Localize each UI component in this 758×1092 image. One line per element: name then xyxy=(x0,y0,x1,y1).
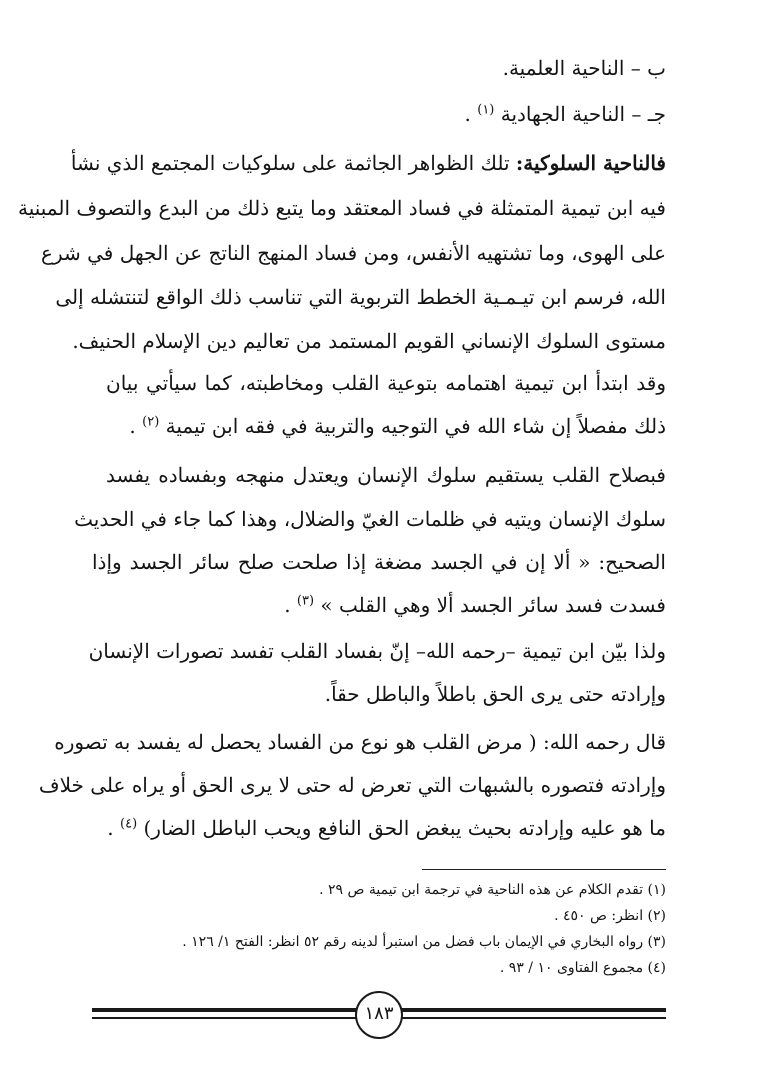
para2-line1: وقد ابتدأ ابن تيمية اهتمامه بتوعية القلب ومخاطبته، كما سيأتي بيان xyxy=(106,371,666,395)
document-page xyxy=(17,0,666,1092)
item-jihad: جـ – الناحية الجهادية $^{(١)}$ . xyxy=(464,102,666,126)
footnote-3: (٣) رواه البخاري في الإيمان باب فضل من استبرأ لدينه رقم ٥٢ انظر: الفتح ١/ ١٢٦ . xyxy=(182,934,666,950)
para4-line2: وإرادته حتى يرى الحق باطلاً والباطل حقاً. xyxy=(324,682,666,706)
para1-line5: مستوى السلوك الإنساني القويم المستمد من تعاليم دين الإسلام الحنيف. xyxy=(72,329,666,353)
para5-line3: ما هو عليه وإرادته بحيث يبغض الحق النافع ويحب الباطل الضار) $^{(٤)}$ . xyxy=(107,816,666,840)
para3-line3: الصحيح: « ألا إن في الجسد مضغة إذا صلحت صلح سائر الجسد وإذا xyxy=(92,550,666,574)
footnote-ref-2[interactable]: (٢) xyxy=(142,414,160,430)
para1-line1: فالناحية السلوكية: تلك الظواهر الجاثمة على سلوكيات المجتمع الذي نشأ xyxy=(70,151,666,175)
page-number: ١٨٣ xyxy=(355,991,403,1039)
para3-line4: فسدت فسد سائر الجسد ألا وهي القلب » $^{(٣)}$ . xyxy=(284,593,666,617)
para5-line2: وإرادته فتصوره بالشبهات التي تعرض له حتى لا يرى الحق أو يراه على خلاف xyxy=(38,773,666,797)
para3-line2: سلوك الإنسان ويتيه في ظلمات الغيّ والضلال، وهذا كما جاء في الحديث xyxy=(74,507,666,531)
item-scientific: ب – الناحية العلمية. xyxy=(502,56,666,80)
footnote-2: (٢) انظر: ص ٤٥٠ . xyxy=(554,908,666,924)
footnote-4: (٤) مجموع الفتاوى ١٠ / ٩٣ . xyxy=(499,960,666,976)
footnote-ref-4[interactable]: (٤) xyxy=(120,816,138,832)
para5-line1: قال رحمه الله: ( مرض القلب هو نوع من الفساد يحصل له يفسد به تصوره xyxy=(54,730,666,754)
para1-line2: فيه ابن تيمية المتمثلة في فساد المعتقد وما يتبع ذلك من البدع والتصوف المبنية xyxy=(17,196,666,220)
para1-line3: على الهوى، وما تشتهيه الأنفس، ومن فساد المنهج الناتج عن الجهل في شرع xyxy=(41,241,666,265)
footnote-ref-3[interactable]: (٣) xyxy=(296,593,315,609)
footnote-separator xyxy=(422,869,666,870)
section-heading: فالناحية السلوكية: xyxy=(515,151,666,175)
para4-line1: ولذا بيّن ابن تيمية –رحمه الله– إنّ بفساد القلب تفسد تصورات الإنسان xyxy=(88,639,666,663)
para3-line1: فبصلاح القلب يستقيم سلوك الإنسان ويعتدل منهجه وبفساده يفسد xyxy=(106,463,666,487)
footnote-ref-1[interactable]: (١) xyxy=(477,102,495,118)
para2-line2: ذلك مفصلاً إن شاء الله في التوجيه والتربية في فقه ابن تيمية $^{(٢)}$ . xyxy=(129,414,666,438)
footnote-1: (١) تقدم الكلام عن هذه الناحية في ترجمة ابن تيمية ص ٢٩ . xyxy=(319,882,666,898)
para1-line4: الله، فرسم ابن تيـمـية الخطط التربوية التي تناسب ذلك الواقع لتنتشله إلى xyxy=(55,285,666,309)
